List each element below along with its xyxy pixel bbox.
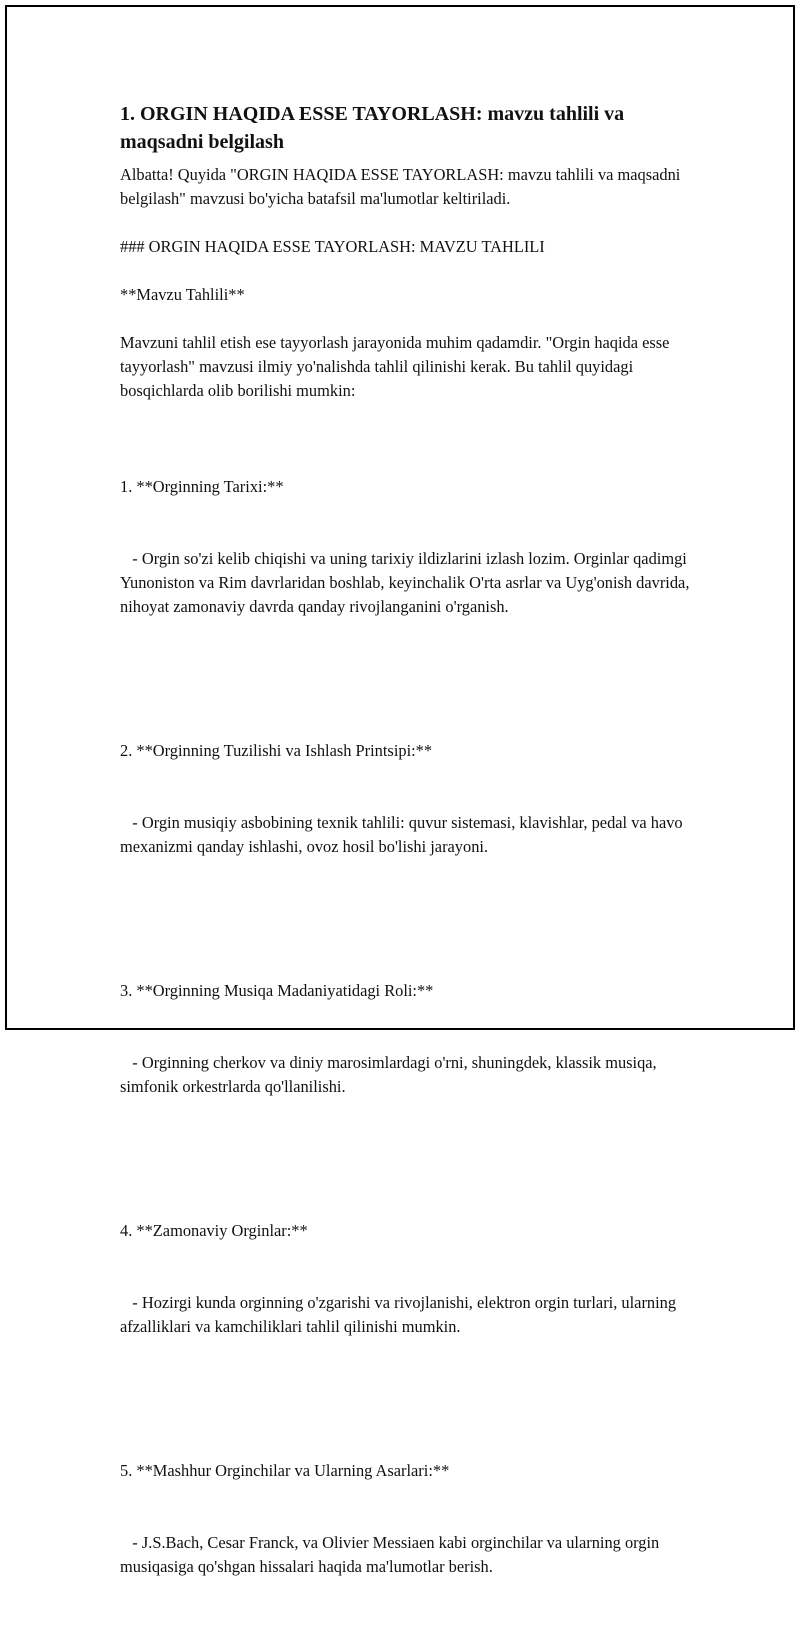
document-page bbox=[5, 5, 795, 1576]
list-item-heading: 4. **Zamonaviy Orginlar:** bbox=[120, 1221, 308, 1240]
list-item-modern-organs bbox=[120, 1171, 700, 1387]
document-title: 1. ORGIN HAQIDA ESSE TAYORLASH: mavzu tahlili va maqsadni belgilash bbox=[120, 103, 625, 153]
list-item-heading: 2. **Orginning Tuzilishi va Ishlash Printsipi:** bbox=[120, 741, 433, 760]
list-item-structure bbox=[120, 691, 700, 907]
list-item-culture-role bbox=[120, 931, 700, 1147]
list-item-famous-organists bbox=[120, 1411, 700, 1627]
analysis-paragraph: Mavzuni tahlil etish ese tayyorlash jarayonida muhim qadamdir. "Orgin haqida esse tayyorlash" mavzusi ilmiy yo'nalishda tahlil qilinishi kerak. Bu tahlil quyidagi bosqichlarda olib borilishi mumkin: bbox=[120, 333, 674, 400]
list-item-heading: 5. **Mashhur Orginchilar va Ularning Asarlari:** bbox=[120, 1461, 450, 1480]
document-content bbox=[120, 100, 700, 1627]
section-heading: ### ORGIN HAQIDA ESSE TAYORLASH: MAVZU TAHLILI bbox=[120, 237, 545, 256]
list-item-description: - Orgin so'zi kelib chiqishi va uning tarixiy ildizlarini izlash lozim. Orginlar qadimgi Yunoniston va Rim davrlaridan boshlab, keyinchalik O'rta asrlar va Uyg'onish davrida, nihoyat zamonaviy davrda qanday rivojlanganini o'rganish. bbox=[120, 549, 694, 616]
list-item-description: - Orginning cherkov va diniy marosimlardagi o'rni, shuningdek, klassik musiqa, simfonik orkestrlarda qo'llanilishi. bbox=[120, 1053, 661, 1096]
section-subheading: **Mavzu Tahlili** bbox=[120, 285, 245, 304]
list-item-history bbox=[120, 427, 700, 667]
list-item-description: - Hozirgi kunda orginning o'zgarishi va rivojlanishi, elektron orgin turlari, ularning afzalliklari va kamchiliklari tahlil qilinishi mumkin. bbox=[120, 1293, 681, 1336]
list-item-description: - Orgin musiqiy asbobining texnik tahlili: quvur sistemasi, klavishlar, pedal va havo mexanizmi qanday ishlashi, ovoz hosil bo'lishi jarayoni. bbox=[120, 813, 687, 856]
intro-paragraph: Albatta! Quyida "ORGIN HAQIDA ESSE TAYORLASH: mavzu tahlili va maqsadni belgilash" mavzusi bo'yicha batafsil ma'lumotlar keltiriladi. bbox=[120, 165, 685, 208]
list-item-heading: 1. **Orginning Tarixi:** bbox=[120, 477, 284, 496]
list-item-description: - J.S.Bach, Cesar Franck, va Olivier Messiaen kabi orginchilar va ularning orgin musiqasiga qo'shgan hissalari haqida ma'lumotlar berish. bbox=[120, 1533, 664, 1576]
list-item-heading: 3. **Orginning Musiqa Madaniyatidagi Roli:** bbox=[120, 981, 434, 1000]
